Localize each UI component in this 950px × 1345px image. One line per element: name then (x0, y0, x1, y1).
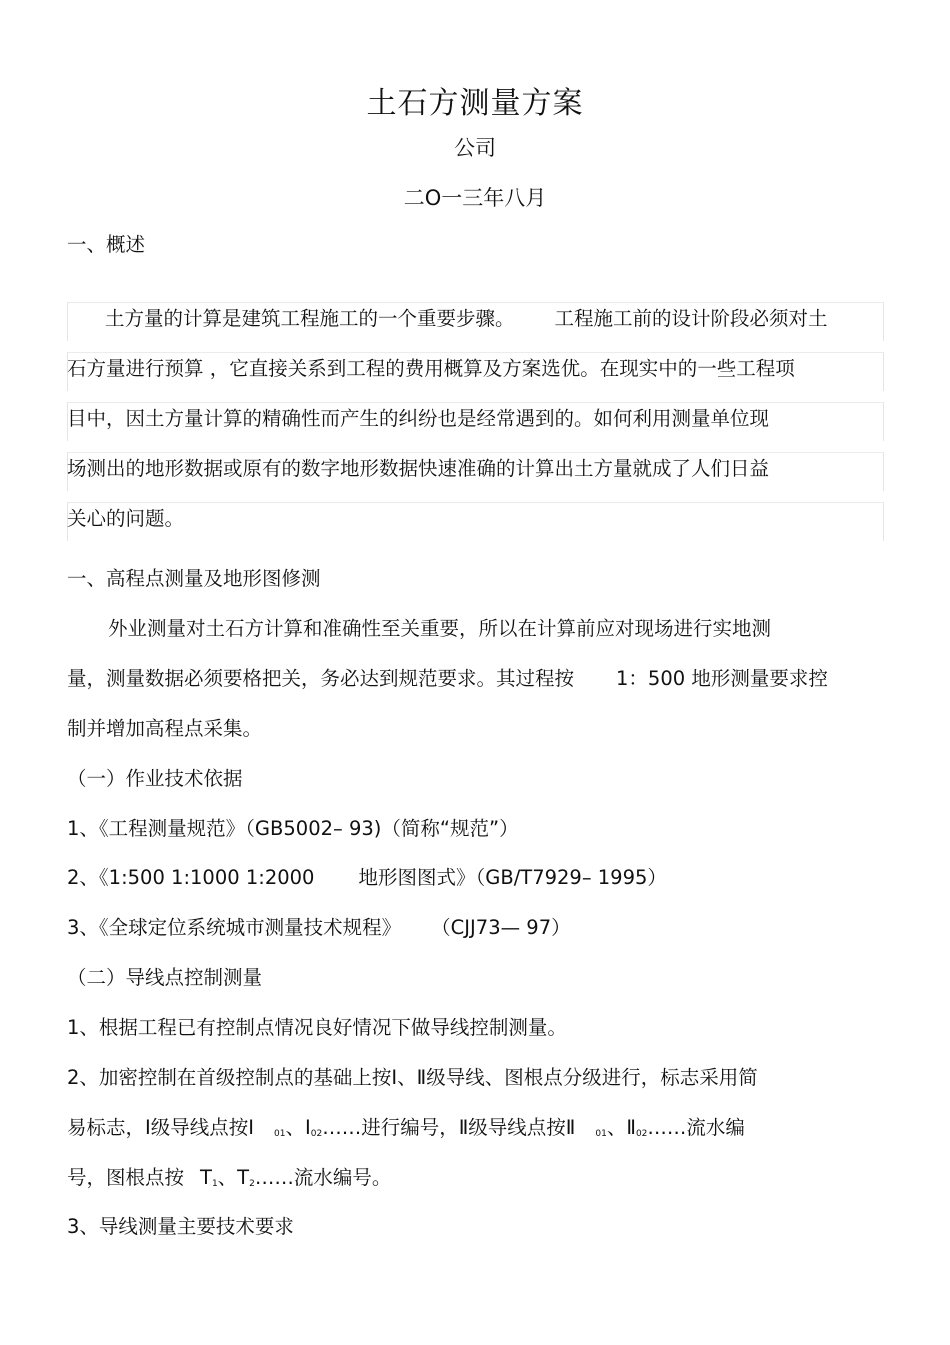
subscript: 2 (249, 1179, 255, 1189)
overview-line: 关心的问题。 (67, 507, 185, 530)
traverse-item: 3、导线测量主要技术要求 (67, 1215, 294, 1238)
traverse-text: 、T (217, 1166, 250, 1189)
traverse-text: ……进行编号，Ⅱ级导线点按Ⅱ (322, 1116, 576, 1139)
section-heading-overview: 一、概述 (67, 233, 146, 256)
traverse-text: ……流水编号。 (254, 1166, 392, 1189)
document-date: 二O一三年八月 (403, 186, 547, 210)
elevation-line: 外业测量对土石方计算和准确性至关重要，所以在计算前应对现场进行实地测 (108, 617, 772, 640)
overview-line: 石方量进行预算 ，它直接关系到工程的费用概算及方案选优。在现实中的一些工程项 (67, 357, 795, 380)
traverse-text: 号，图根点按 (67, 1166, 185, 1189)
overview-text: 工程施工前的设计阶段必须对土 (554, 307, 828, 330)
traverse-item: 2、加密控制在首级控制点的基础上按Ⅰ、Ⅱ级导线、图根点分级进行，标志采用简 (67, 1066, 758, 1089)
section-heading-elevation: 一、高程点测量及地形图修测 (67, 567, 321, 590)
paragraph-frame-row (67, 502, 884, 541)
traverse-item (67, 1168, 391, 1189)
elevation-line (67, 669, 828, 689)
elevation-text: 1：500 地形测量要求控 (616, 667, 828, 690)
subscript: 01 (274, 1129, 286, 1139)
basis-text: 3、《全球定位系统城市测量技术规程》 (67, 916, 402, 939)
traverse-text: 、Ⅰ (285, 1116, 311, 1139)
basis-text: 地形图图式》（GB/T7929– 1995） (358, 866, 667, 889)
company-name: 公司 (454, 136, 496, 160)
traverse-text: T (200, 1166, 212, 1189)
basis-item (67, 918, 571, 938)
subscript: 1 (211, 1179, 218, 1189)
basis-text: 2、《1:500 1:1000 1:2000 (67, 866, 315, 889)
subscript: 01 (595, 1129, 607, 1139)
subscript: 02 (635, 1129, 648, 1139)
overview-line: 场测出的地形数据或原有的数字地形数据快速准确的计算出土方量就成了人们日益 (67, 457, 770, 480)
document-title: 土石方测量方案 (366, 86, 584, 121)
traverse-text: ……流水编 (647, 1116, 745, 1139)
overview-text: 土方量的计算是建筑工程施工的一个重要步骤。 (105, 307, 515, 330)
overview-line: 目中，因土方量计算的精确性而产生的纠纷也是经常遇到的。如何利用测量单位现 (67, 407, 770, 430)
basis-text: （CJJ73— 97） (431, 916, 571, 939)
elevation-text: 量，测量数据必须要格把关，务必达到规范要求。其过程按 (67, 667, 575, 690)
elevation-line: 制并增加高程点采集。 (67, 717, 263, 740)
traverse-item: 1、根据工程已有控制点情况良好情况下做导线控制测量。 (67, 1016, 567, 1039)
subsection-heading-traverse: （二）导线点控制测量 (67, 966, 263, 989)
basis-item (67, 868, 667, 888)
basis-item: 1、《工程测量规范》（GB5002– 93)（简称“规范”） (67, 817, 519, 840)
traverse-item (67, 1118, 745, 1139)
traverse-text: 易标志，Ⅰ级导线点按Ⅰ (67, 1116, 255, 1139)
traverse-text: 、Ⅱ (606, 1116, 636, 1139)
overview-line (105, 309, 828, 329)
subscript: 02 (310, 1129, 323, 1139)
subsection-heading-basis: （一）作业技术依据 (67, 767, 243, 790)
